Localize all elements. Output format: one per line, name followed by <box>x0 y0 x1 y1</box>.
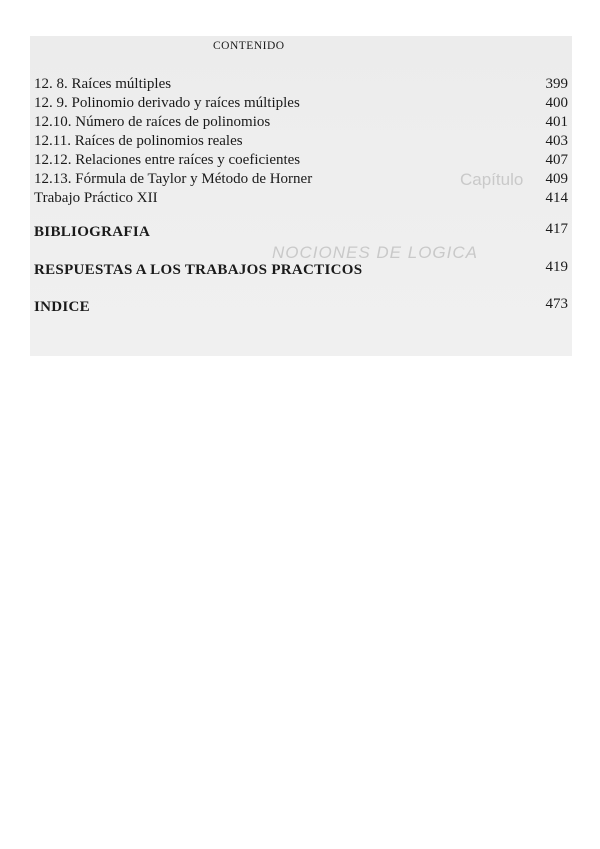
toc-entry-title: 12.12. Relaciones entre raíces y coeficientes <box>34 152 301 168</box>
toc-entry-page: 414 <box>545 190 568 206</box>
toc-entry-page: 407 <box>545 152 568 168</box>
toc-section <box>34 221 568 244</box>
toc-entry <box>34 76 568 96</box>
bleed-through-heading-text: NOCIONES DE LOGICA <box>272 243 478 262</box>
toc-entry <box>34 171 568 191</box>
toc-entry <box>34 152 568 172</box>
toc-entry-page: 400 <box>545 95 568 111</box>
toc-section-page: 417 <box>545 221 568 237</box>
toc-entry-page: 401 <box>545 114 568 130</box>
toc-entry-title: 12.11. Raíces de polinomios reales <box>34 133 243 149</box>
toc-entry-title: Trabajo Práctico XII <box>34 190 158 206</box>
toc-section-page: 473 <box>545 296 568 312</box>
toc-entry-page: 403 <box>545 133 568 149</box>
toc-section-title: BIBLIOGRAFIA <box>34 224 151 240</box>
toc-entry-title: 12. 8. Raíces múltiples <box>34 76 172 92</box>
toc-entry <box>34 114 568 134</box>
toc-section <box>34 296 568 319</box>
toc-entry <box>34 95 568 115</box>
toc-section <box>34 259 568 282</box>
toc-section-title: INDICE <box>34 299 90 315</box>
toc-entry-page: 409 <box>545 171 568 187</box>
page-header: CONTENIDO <box>213 40 285 52</box>
toc-entry <box>34 190 568 210</box>
toc-entry-title: 12.10. Número de raíces de polinomios <box>34 114 271 130</box>
toc-entry-title: 12. 9. Polinomio derivado y raíces múltiples <box>34 95 300 111</box>
toc-entry <box>34 133 568 153</box>
toc-entry-title: 12.13. Fórmula de Taylor y Método de Horner <box>34 171 313 187</box>
toc-entry-page: 399 <box>545 76 568 92</box>
bleed-through-chapter-text: Capítulo <box>460 170 524 189</box>
toc-section-page: 419 <box>545 259 568 275</box>
toc-section-title: RESPUESTAS A LOS TRABAJOS PRACTICOS <box>34 262 363 278</box>
